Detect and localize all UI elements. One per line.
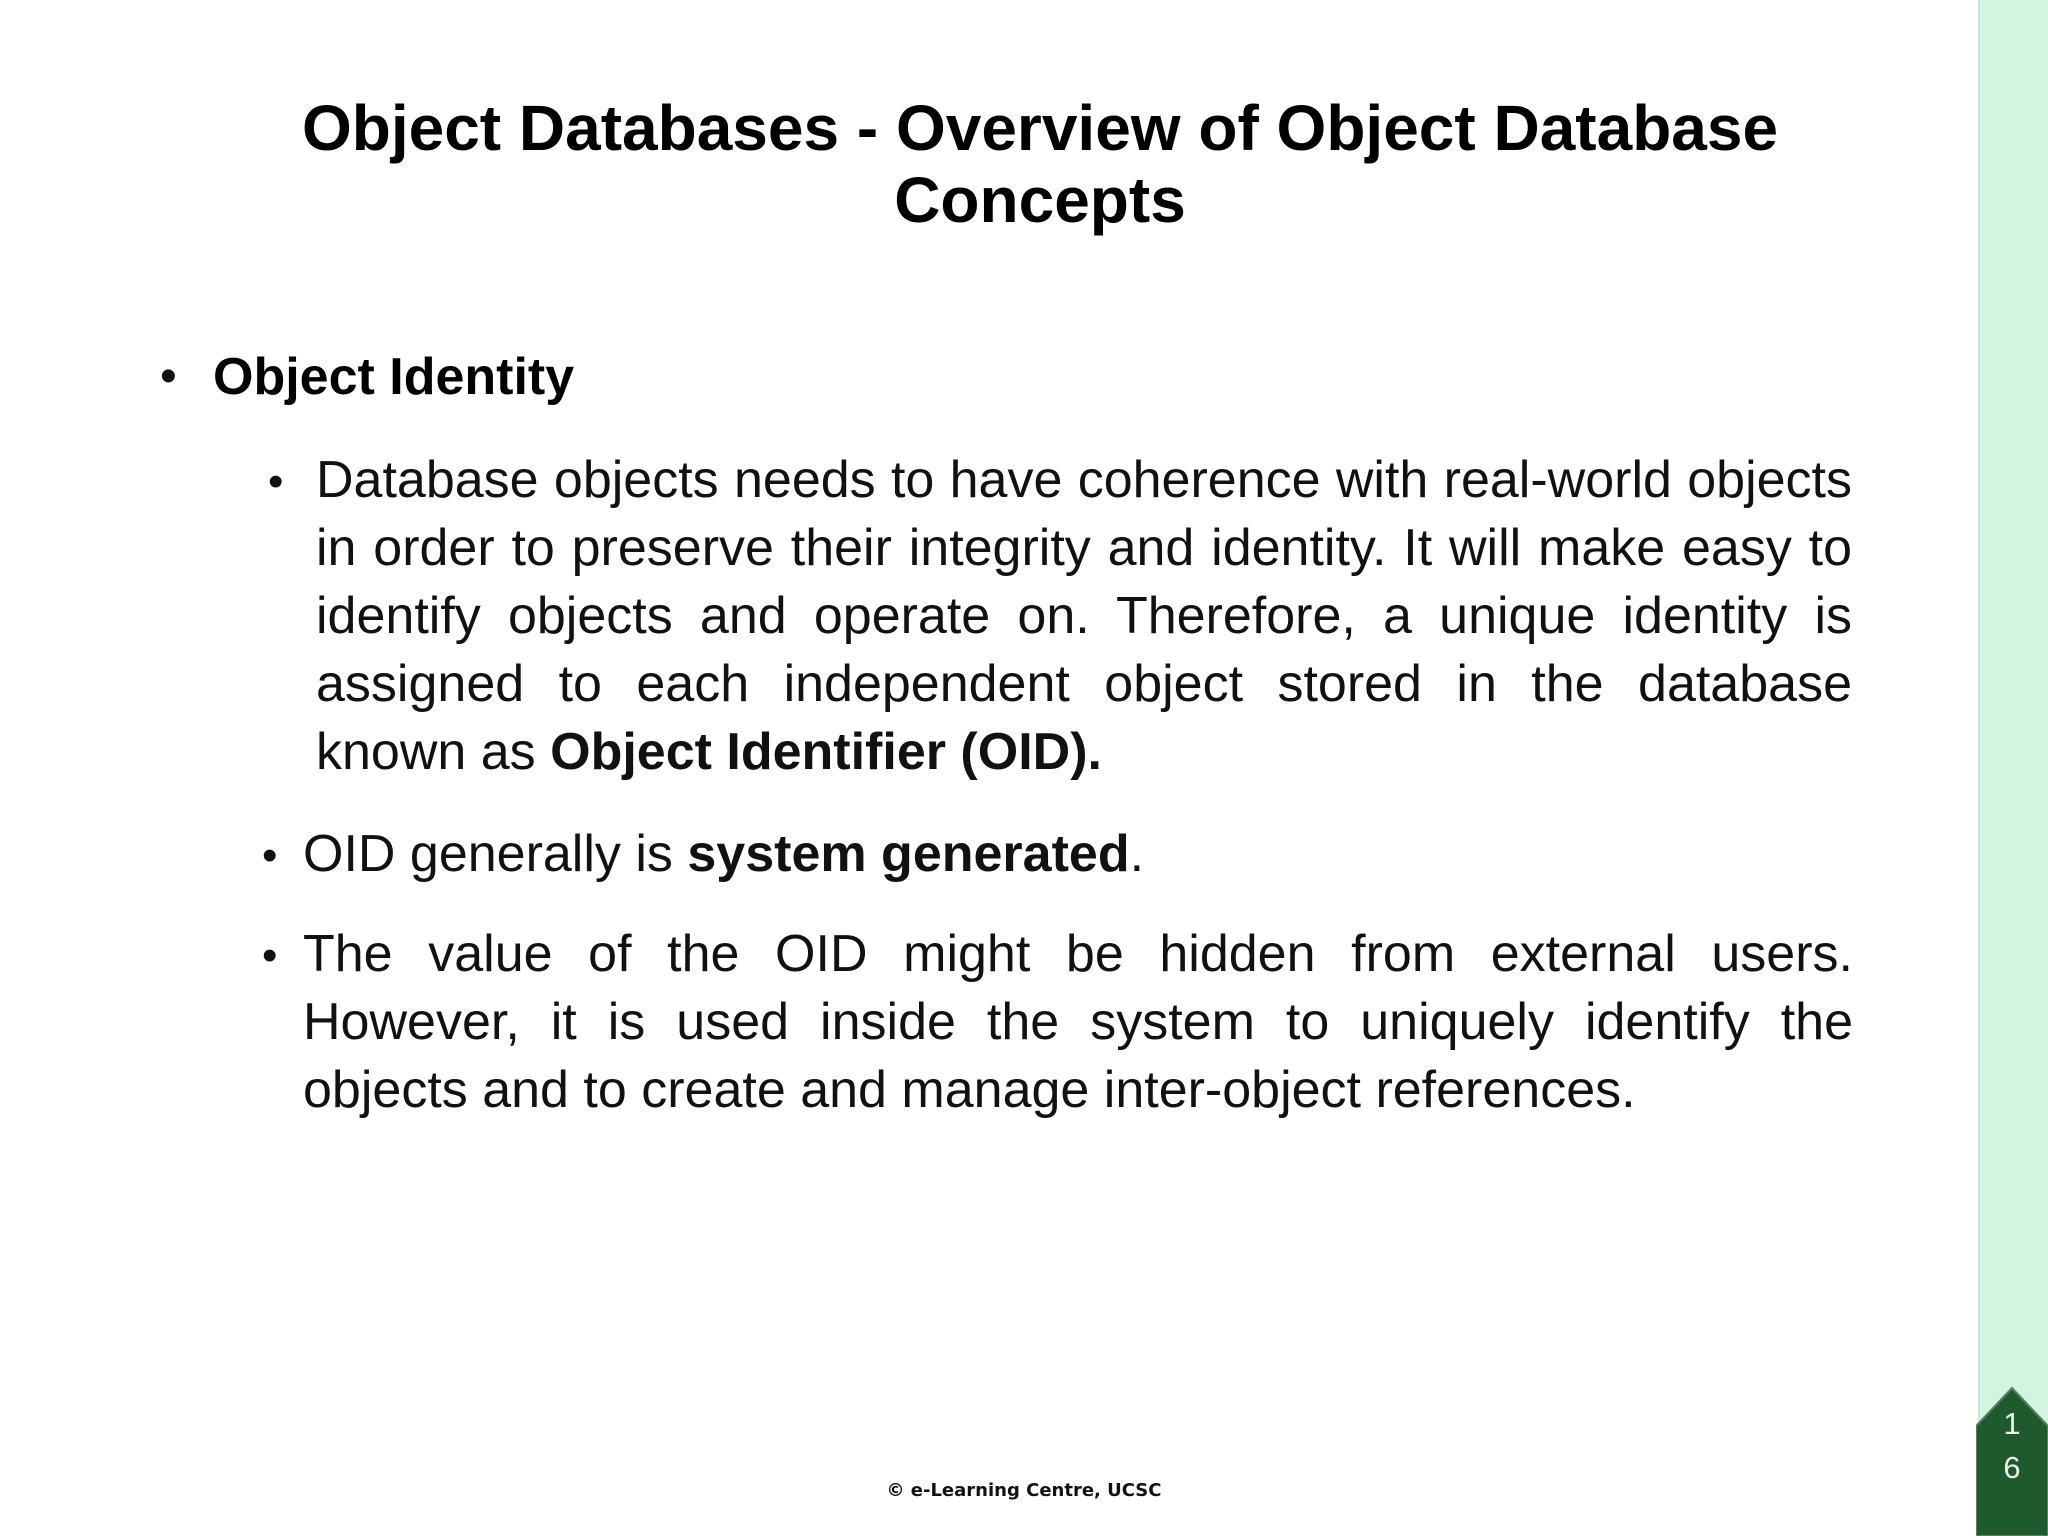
bullet-item-3 [303, 920, 1853, 1124]
copyright-footer: © e-Learning Centre, UCSC [886, 1480, 1162, 1501]
bullet-dot-3: • [262, 931, 278, 980]
bullet-2-after: . [1129, 825, 1145, 883]
bullet-3-text: The value of the OID might be hidden from external users. However, it is used inside the system to uniquely identify the objects and to create and manage inter-object references. [303, 925, 1853, 1119]
section-heading: Object Identity [213, 348, 575, 406]
page-number: 1 6 [2003, 1406, 2021, 1485]
bullet-dot-1: • [268, 457, 284, 506]
bullet-2-text: OID generally is [303, 825, 688, 883]
bullet-item-2 [303, 820, 1853, 888]
bullet-2-bold: system generated [687, 825, 1130, 883]
bullet-1-text: Database objects needs to have coherence with real-world objects in order to preserve their integrity and identity. It will make easy to identify objects and operate on. Therefore, a unique identity is assigned to each independent object stored in the database known as [316, 451, 1852, 781]
title-line-1: Object Databases - Overview of Object Database [301, 92, 1779, 164]
heading-bullet-dot: • [160, 350, 177, 403]
bullet-dot-2: • [262, 831, 278, 880]
slide-title [200, 92, 1880, 236]
title-line-2: Concepts [894, 164, 1186, 236]
slide-side-bar [1978, 0, 2048, 1536]
bullet-1-bold: Object Identifier (OID). [550, 723, 1102, 781]
bullet-item-1 [316, 446, 1852, 786]
